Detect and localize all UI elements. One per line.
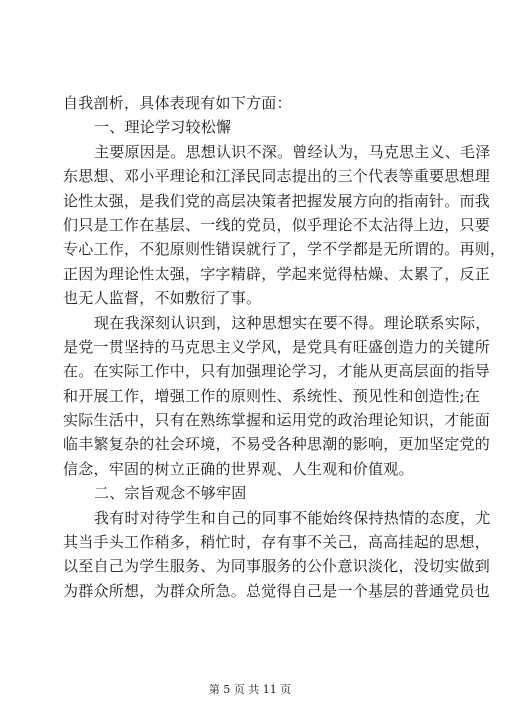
text-line: 现在我深刻认识到，这种思想实在要不得。理论联系实际， — [94, 313, 491, 332]
text-line: 主要原因是。思想认识不深。曾经认为，马克思主义、毛泽 — [94, 142, 491, 161]
text-line: 正因为理论性太强，字字精辟，学起来觉得枯燥、太累了，反正 — [63, 264, 491, 283]
text-line: 其当手头工作稍多，稍忙时，存有事不关己，高高挂起的思想， — [63, 533, 491, 552]
text-line: 专心工作，不犯原则性错误就行了，学不学都是无所谓的。再则， — [63, 240, 505, 259]
text-line: 我有时对待学生和自己的同事不能始终保持热情的态度，尤 — [94, 508, 491, 527]
text-line: 在。在实际工作中，只有加强理论学习，才能从更高层面的指导 — [63, 362, 491, 381]
text-line: 是党一贯坚持的马克思主义学风，是党具有旺盛创造力的关键所 — [63, 337, 491, 356]
page-number-footer: 第 5 页 共 11 页 — [208, 683, 292, 696]
text-line: 论性太强，是我们党的高层决策者把握发展方向的指南针。而我 — [63, 191, 491, 210]
text-line: 们只是工作在基层、一线的党员，似乎理论不太沾得上边，只要 — [63, 215, 491, 234]
text-line: 也无人监督，不如敷衍了事。 — [63, 289, 262, 308]
section-heading: 一、理论学习较松懈 — [94, 118, 232, 137]
text-line: 东思想、邓小平理论和江泽民同志提出的三个代表等重要思想理 — [63, 167, 491, 186]
text-line: 实际生活中，只有在熟练掌握和运用党的政治理论知识，才能面 — [63, 411, 491, 430]
text-line: 和开展工作，增强工作的原则性、系统性、预见性和创造性;在 — [63, 386, 481, 405]
text-line: 为群众所想，为群众所急。总觉得自己是一个基层的普通党员也 — [63, 581, 491, 600]
text-line: 以至自己为学生服务、为同事服务的公仆意识淡化，没切实做到 — [63, 557, 491, 576]
section-heading: 二、宗旨观念不够牢固 — [94, 484, 247, 503]
document-body — [63, 91, 505, 603]
text-line: 信念，牢固的树立正确的世界观、人生观和价值观。 — [63, 459, 414, 478]
text-line: 自我剖析，具体表现有如下方面： — [63, 94, 292, 112]
text-line: 临丰繁复杂的社会环境，不易受各种思潮的影响，更加坚定党的 — [63, 435, 491, 454]
